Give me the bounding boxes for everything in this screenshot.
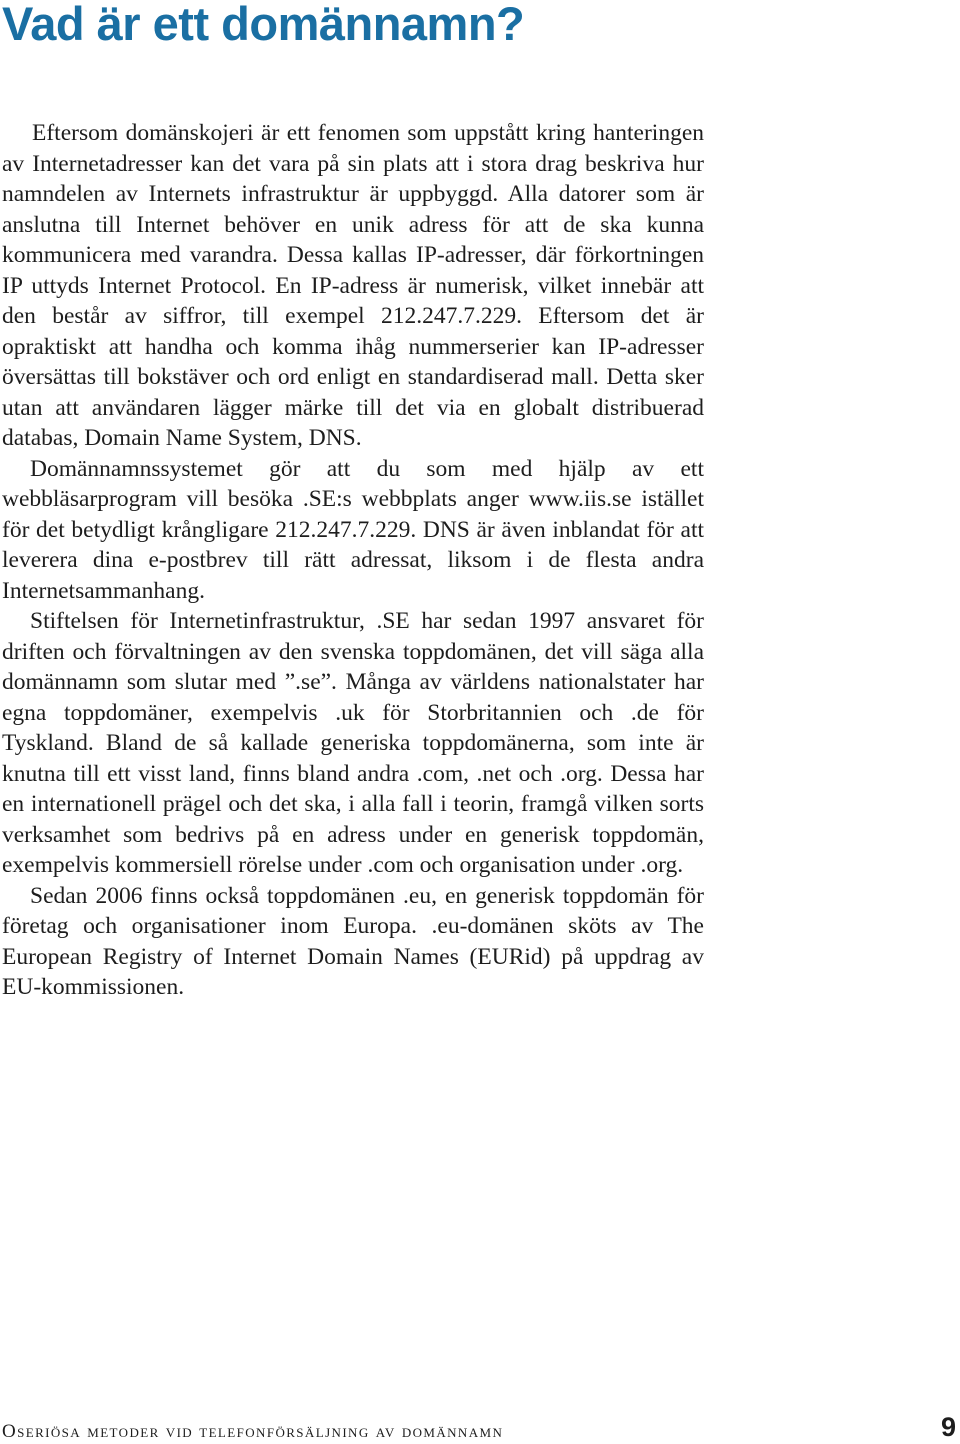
body-text [2,118,704,1003]
page-number: 9 [940,1412,956,1442]
running-footer-title: Oseriösa metoder vid telefonförsäljning av domännamn [2,1421,504,1442]
paragraph-eu-domain: Sedan 2006 finns också toppdomänen .eu, en generisk toppdomän för företag och organisationer inom Europa. .eu-domänen sköts av The European Registry of Internet Domain Names (EURid) på uppdrag av EU-kommissionen. [2,882,704,1000]
paragraph-top-level-domains: Stiftelsen för Internetinfrastruktur, .SE har sedan 1997 ansvaret för driften och förvaltningen av den svenska toppdomänen, det vill säga alla domännamn som slutar med ”.se”. Många av världens nationalstater har egna toppdomäner, exempelvis .uk för Storbritannien och .de för Tyskland. Bland de så kallade generiska toppdomänerna, som inte är knutna till ett visst land, finns bland andra .com, .net och .org. Dessa har en internationell prägel och det ska, i alla fall i teorin, framgå vilken sorts verksamhet som bedrivs på en adress under en generisk toppdomän, exempelvis kommersiell rörelse under .com och organisation under .org. [2,608,704,878]
paragraph-dns-intro: Eftersom domänskojeri är ett fenomen som uppstått kring hanteringen av Internetadresser kan det vara på sin plats att i stora drag beskriva hur namndelen av Internets infrastruktur är uppbyggd. Alla datorer som är anslutna till Internet behöver en unik adress för att de ska kunna kommunicera med varandra. Dessa kallas IP-adresser, där förkortningen IP uttyds Internet Protocol. En IP-adress är numerisk, vilket innebär att den består av siffror, till exempel 212.247.7.229. Eftersom det är opraktiskt att handha och komma ihåg nummerserier kan IP-adresser översättas till bokstäver och ord enligt en standardiserad mall. Detta sker utan att användaren lägger märke till det via en globalt distribuerad databas, Domain Name System, DNS. [2,120,704,451]
paragraph-domain-name-system: Domännamnssystemet gör att du som med hjälp av ett webbläsarprogram vill besöka .SE:s webbplats anger www.iis.se istället för det betydligt krångligare 212.247.7.229. DNS är även inblandat för att leverera dina e-postbrev till rätt adressat, liksom i de flesta andra Internetsammanhang. [2,455,704,604]
page-title: Vad är ett domännamn? [2,0,525,50]
